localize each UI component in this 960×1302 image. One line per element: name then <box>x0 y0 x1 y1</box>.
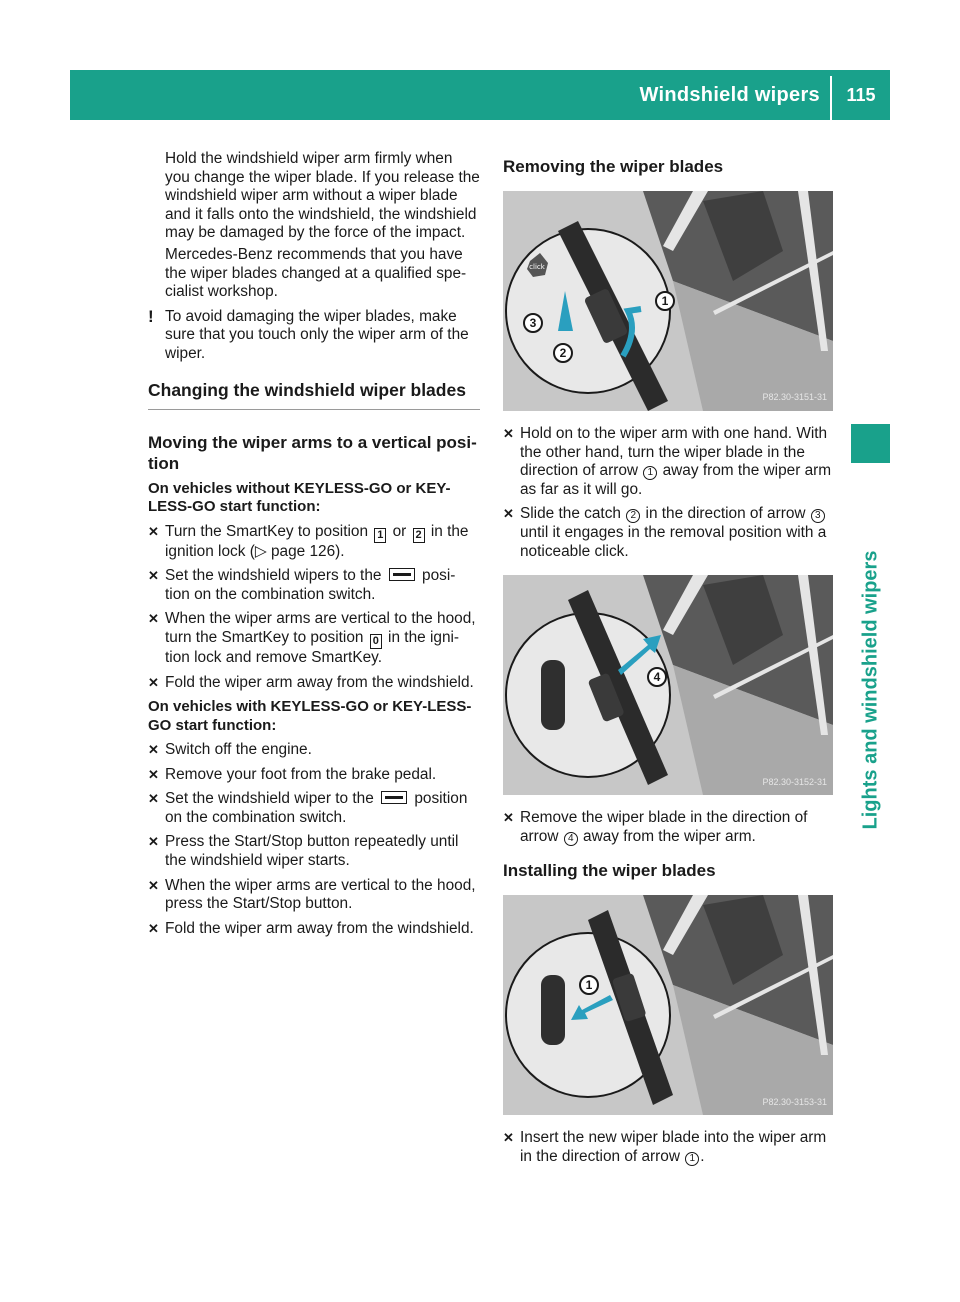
list-item: ✕ Remove your foot from the brake pedal. <box>148 765 437 783</box>
list-item: ✕ Set the windshield wiper to the position on the combination switch. <box>148 790 468 826</box>
callout-3-icon: 3 <box>523 313 543 333</box>
left-column <box>148 150 480 944</box>
arrow-x-icon: ✕ <box>148 611 159 627</box>
callout-1-icon: 1 <box>579 975 599 995</box>
arrow-x-icon: ✕ <box>503 506 514 522</box>
key-position-1-icon: 1 <box>374 528 386 543</box>
chapter-tab-marker <box>851 424 890 463</box>
list-item: ✕ Remove the wiper blade in the direction of arrow 4 away from the wiper arm. <box>503 809 808 845</box>
callout-1-icon: 1 <box>655 291 675 311</box>
illustration-removing-blade-direction <box>503 575 833 795</box>
arrow-x-icon: ✕ <box>503 1130 514 1146</box>
list-item: ✕ Switch off the engine. <box>148 741 312 759</box>
list-item: ✕ Insert the new wiper blade into the wiper arm in the direction of arrow 1 . <box>503 1129 827 1165</box>
section-title: Windshield wipers <box>639 84 820 106</box>
page-number: 115 <box>846 85 876 105</box>
key-position-2-icon: 2 <box>413 528 425 543</box>
illustration-removing-blade <box>503 191 833 411</box>
arrow-x-icon: ✕ <box>148 674 159 690</box>
page-reference-link[interactable]: page 126). <box>270 542 345 560</box>
arrow-x-icon: ✕ <box>148 920 159 936</box>
chapter-label: Lights and windshield wipers <box>859 550 882 830</box>
arrow-x-icon: ✕ <box>148 742 159 758</box>
list-item: ✕ When the wiper arms are vertical to the hood, press the Start/Stop button. <box>148 876 476 913</box>
list-item: ✕ Fold the wiper arm away from the windshield. <box>148 919 474 937</box>
recommendation-text: Mercedes-Benz recommends that you have the wiper blades changed at a qualified spe-cialist workshop. <box>165 245 467 301</box>
warning-text: To avoid damaging the wiper blades, make sure that you touch only the wiper arm of the wiper. <box>165 307 469 362</box>
callout-4-icon: 4 <box>564 832 578 846</box>
callout-2-icon: 2 <box>626 509 640 523</box>
list-item: ✕ Press the Start/Stop button repeatedly until the windshield wiper starts. <box>148 833 459 870</box>
arrow-x-icon: ✕ <box>148 766 159 782</box>
right-column <box>503 150 833 1173</box>
figure-code: P82.30-3152-31 <box>762 776 827 787</box>
callout-2-icon: 2 <box>553 343 573 363</box>
arrow-x-icon: ✕ <box>503 426 514 441</box>
arrow-x-icon: ✕ <box>148 791 159 807</box>
callout-1-icon: 1 <box>685 1152 699 1166</box>
arrow-x-icon: ✕ <box>148 568 159 584</box>
page-header <box>70 70 890 120</box>
exclamation-icon: ! <box>148 306 154 326</box>
callout-1-icon: 1 <box>643 466 657 480</box>
list-item: ✕ Turn the SmartKey to position 1 or 2 in the ignition lock (▷ page 126). <box>148 522 469 560</box>
list-item: ✕ Set the windshield wipers to the posi-tion on the combination switch. <box>148 567 456 603</box>
caution-text: Hold the windshield wiper arm firmly when you change the wiper blade. If you release the windshield wiper arm without a wiper blade and it falls onto the windshield, the windshield may be damaged by the force of the impact. <box>165 150 480 242</box>
callout-4-icon: 4 <box>647 667 667 687</box>
illustration-installing-blade <box>503 895 833 1115</box>
heading-without-keyless: On vehicles without KEYLESS-GO or KEY-LESS-GO start function: <box>148 479 451 516</box>
key-position-0-icon: 0 <box>370 634 382 649</box>
page-ref-icon: ▷ <box>254 542 267 560</box>
heading-moving-arms: Moving the wiper arms to a vertical posi-tion <box>148 432 477 473</box>
heading-changing-blades: Changing the windshield wiper blades <box>148 380 480 410</box>
figure-code: P82.30-3151-31 <box>762 392 827 403</box>
arrow-x-icon: ✕ <box>148 834 159 850</box>
list-item: ✕ When the wiper arms are vertical to the hood, turn the SmartKey to position 0 in the igni-tion lock and remove SmartKey. <box>148 610 476 666</box>
heading-installing-blades: Installing the wiper blades <box>503 861 716 881</box>
svg-text:click: click <box>529 263 545 271</box>
arrow-x-icon: ✕ <box>148 877 159 893</box>
list-item: ✕ Fold the wiper arm away from the windshield. <box>148 673 474 691</box>
arrow-x-icon: ✕ <box>503 810 514 826</box>
arrow-x-icon: ✕ <box>148 523 159 539</box>
heading-with-keyless: On vehicles with KEYLESS-GO or KEY-LESS-GO start function: <box>148 698 472 734</box>
list-item: ✕ Hold on to the wiper arm with one hand. With the other hand, turn the wiper blade in the direction of arrow 1 away from the wiper arm as far as it will go. <box>503 425 832 498</box>
heading-removing-blades: Removing the wiper blades <box>503 157 724 176</box>
list-item: ✕ Slide the catch 2 in the direction of arrow 3 until it engages in the removal position with a noticeable click. <box>503 505 827 560</box>
wiper-position-icon <box>389 568 415 581</box>
callout-3-icon: 3 <box>811 509 825 523</box>
figure-code: P82.30-3153-31 <box>762 1096 827 1107</box>
wiper-position-icon <box>381 791 407 804</box>
warning-note <box>148 308 480 364</box>
